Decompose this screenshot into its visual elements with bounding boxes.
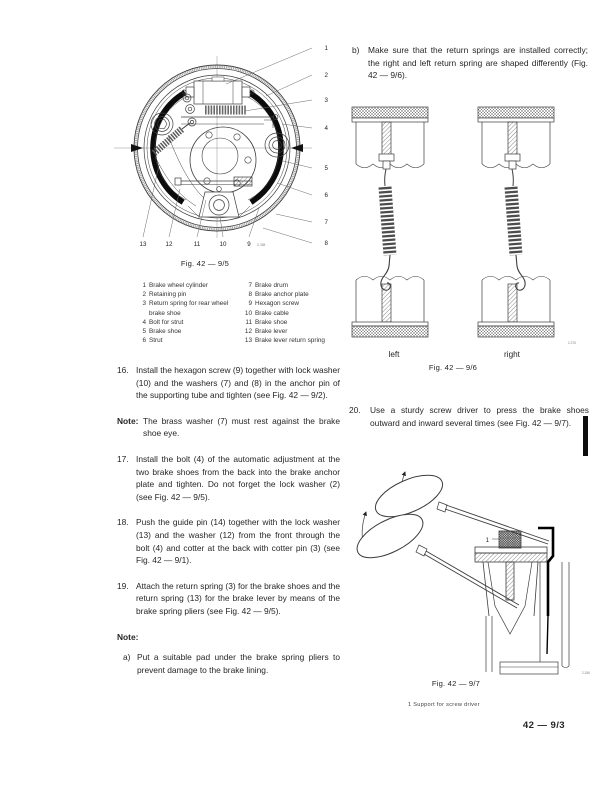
callout-7: 7	[324, 219, 328, 226]
callout-12: 12	[165, 241, 173, 248]
plate-number-95: Z-358	[257, 243, 266, 247]
legend-item: 8 Brake anchor plate	[248, 291, 309, 299]
right-spring-drawing	[478, 107, 554, 337]
fig95-caption: Fig. 42 — 9/5	[180, 259, 230, 268]
note-label: Note:	[117, 631, 139, 642]
callout-8: 8	[324, 240, 328, 247]
legend-item: 1 Brake wheel cylinder	[142, 282, 208, 289]
note-item-a: a) Put a suitable pad under the brake spring pliers to prevent damage to the brake lining.	[123, 652, 340, 675]
fig96-label-left: left	[388, 350, 400, 359]
step-20: 20. Use a sturdy screw driver to press the brake shoes outward and inward several times (see Fig. 42 — 9/7).	[349, 405, 589, 428]
callout-3: 3	[324, 97, 328, 104]
fig95-legend	[139, 281, 353, 345]
legend-item: 10 Brake cable	[244, 309, 289, 317]
callout-1: 1	[324, 45, 328, 52]
legend-item: 6 Strut	[142, 337, 163, 345]
callout-5: 5	[324, 165, 328, 172]
callout-2: 2	[324, 72, 328, 79]
callout-4: 4	[324, 125, 328, 132]
legend-item: 4 Bolt for strut	[142, 318, 184, 326]
fig97-footnote: 1 Support for screw driver	[408, 702, 480, 708]
legend-right-column	[239, 281, 353, 345]
legend-item: 5 Brake shoe	[142, 328, 182, 336]
callout-11: 11	[193, 241, 201, 248]
callout-13: 13	[139, 241, 147, 248]
item-b: b) Make sure that the return springs are installed correctly; the right and left return spring are shaped differently (Fig. 42 — 9/6).	[352, 45, 588, 81]
left-spring-drawing	[352, 107, 428, 337]
note-brass-washer: Note: The brass washer (7) must rest against the brake shoe eye.	[117, 415, 340, 439]
step-19: 19. Attach the return spring (3) for the brake shoes and the return spring (13) for the brake lever by means of the brake spring pliers (see Fig. 42 — 9/5).	[117, 580, 340, 616]
fig96-caption: Fig. 42 — 9/6	[428, 363, 478, 372]
callout-10: 10	[219, 241, 227, 248]
page-number: 42 — 9/3	[522, 720, 565, 731]
callout-6: 6	[324, 192, 328, 199]
step-16: 16. Install the hexagon screw (9) together with lock washer (10) and the washers (7) and (8) in the anchor pin of the supporting tube and tighten (see Fig. 42 — 9/2).	[117, 365, 340, 401]
step-18: 18. Push the guide pin (14) together with the lock washer (13) and the washer (12) from the front through the bolt (4) and cotter at the back with cotter pin (3) (see Fig. 42 — 9/1).	[117, 517, 340, 566]
fig97-caption: Fig. 42 — 9/7	[431, 679, 481, 688]
plate-number-96: 2-376	[567, 341, 576, 345]
legend-item: 9 Hexagon screw	[248, 300, 300, 308]
legend-item: 3 Return spring for rear wheel brake shoe	[142, 300, 229, 317]
fig96-label-right: right	[504, 350, 520, 359]
legend-item: 11 Brake shoe	[245, 318, 288, 326]
step-17: 17. Install the bolt (4) of the automatic adjustment at the two brake shoes from the back into the brake anchor plate and tighten. Do not forget the lock washer (2) (see Fig. 42 — 9/5).	[117, 453, 340, 502]
legend-item: 12 Brake lever	[244, 328, 288, 336]
brake-drum-diagram	[106, 34, 338, 252]
margin-revision-bar	[583, 416, 588, 456]
left-instructions	[117, 364, 340, 676]
legend-item: 2 Retaining pin	[142, 291, 187, 299]
return-springs-diagram	[348, 96, 588, 348]
screwdriver-diagram	[352, 466, 600, 678]
callout-9: 9	[247, 241, 251, 248]
legend-item: 13 Brake lever return spring	[244, 337, 325, 345]
fig97-callout-1: 1	[485, 538, 489, 544]
legend-left-column	[139, 281, 235, 345]
legend-item: 7 Brake drum	[248, 282, 289, 289]
plate-number-97: 2-356	[581, 671, 590, 675]
